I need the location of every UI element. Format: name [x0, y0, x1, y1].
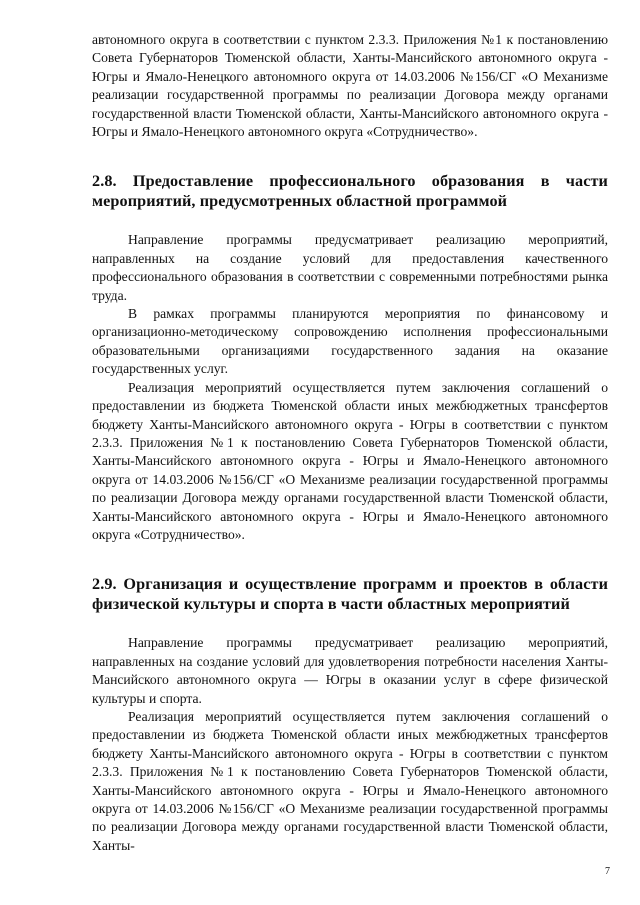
section-2-9-paragraph-2: Реализация мероприятий осуществляется путем заключения соглашений о предоставлении из бюджета Тюменской области иных межбюджетных трансфертов бюджету Ханты-Мансийского автономного округа - Югры в соответствии с пунктом 2.3.3. Приложения №1 к постановлению Совета Губернаторов Тюменской области, Ханты-Мансийского автономного округа - Югры и Ямало-Ненецкого автономного округа от 14.03.2006 №156/СГ «О Механизме реализации государственной программы по реализации Договора между органами государственной власти Тюменской области, Ханты- [92, 708, 608, 853]
section-2-8-paragraph-3: Реализация мероприятий осуществляется путем заключения соглашений о предоставлении из бюджета Тюменской области иных межбюджетных трансфертов бюджету Ханты-Мансийского автономного округа - Югры в соответствии с пунктом 2.3.3. Приложения №1 к постановлению Совета Губернаторов Тюменской области, Ханты-Мансийского автономного округа - Югры и Ямало-Ненецкого автономного округа от 14.03.2006 №156/СГ «О Механизме реализации государственной программы по реализации Договора между органами государственной власти Тюменской области, Ханты-Мансийского автономного округа - Югры и Ямало-Ненецкого автономного округа «Сотрудничество». [92, 379, 608, 542]
section-2-8-paragraph-1: Направление программы предусматривает реализацию мероприятий, направленных на создание условий для предоставления качественного профессионального образования в соответствии с современными потребностями рынка труда. [92, 232, 608, 303]
continuation-paragraph: автономного округа в соответствии с пунктом 2.3.3. Приложения №1 к постановлению Совета Губернаторов Тюменской области, Ханты-Мансийского автономного округа - Югры и Ямало-Ненецкого автономного округа от 14.03.2006 №156/СГ «О Механизме реализации государственной программы по реализации Договора между органами государственной власти Тюменской области, Ханты-Мансийского автономного округа - Югры и Ямало-Ненецкого автономного округа «Сотрудничество». [92, 32, 608, 140]
page-content [92, 31, 608, 855]
section-heading-2-9: 2.9. Организация и осуществление программ и проектов в области физической культуры и спорта в части областных мероприятий [92, 575, 608, 614]
page-number: 7 [605, 866, 610, 877]
section-heading-2-8: 2.8. Предоставление профессионального образования в части мероприятий, предусмотренных областной программой [92, 172, 608, 211]
section-2-8-paragraph-2: В рамках программы планируются мероприятия по финансовому и организационно-методическому сопровождению исполнения профессиональными образовательными организациями государственного задания на оказание государственных услуг. [92, 306, 608, 377]
section-2-9-paragraph-1: Направление программы предусматривает реализацию мероприятий, направленных на создание условий для удовлетворения потребности населения Ханты-Мансийского автономного округа — Югры в оказании услуг в сфере физической культуры и спорта. [92, 635, 608, 706]
